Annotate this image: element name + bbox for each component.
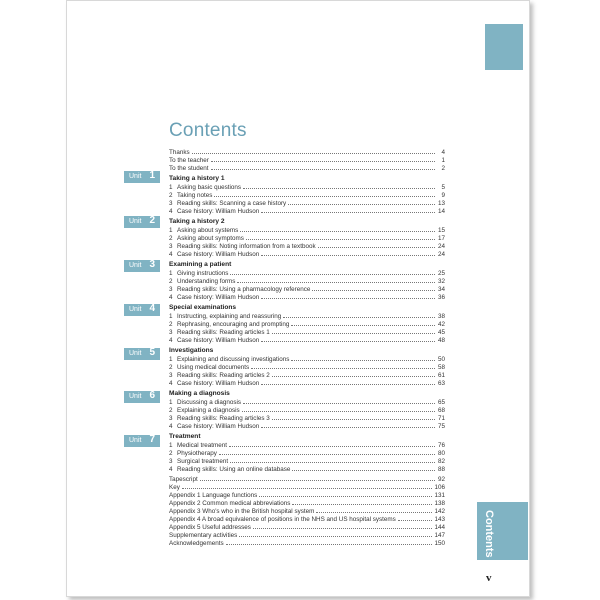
dot-leader: [261, 207, 435, 213]
entry-title: Medical treatment: [177, 442, 228, 449]
entry-title: Reading skills: Reading articles 2: [177, 372, 270, 379]
entry-number: 1: [169, 227, 173, 234]
unit-number: 1: [149, 170, 155, 181]
entry-page: 4: [441, 149, 445, 156]
toc-entry: [169, 406, 445, 414]
entry-page: 24: [437, 243, 445, 250]
entry-number: 4: [169, 208, 173, 215]
unit-heading: Treatment: [169, 433, 201, 440]
unit-heading: Investigations: [169, 347, 214, 354]
entry-page: 34: [437, 286, 445, 293]
entry-title: Appendix 2 Common medical abbreviations: [169, 500, 291, 507]
entry-page: 80: [437, 450, 445, 457]
entry-page: 88: [437, 466, 445, 473]
entry-number: 2: [169, 407, 173, 414]
toc-entry: [169, 355, 445, 363]
entry-title: Thanks: [169, 149, 190, 156]
unit-label: [124, 435, 160, 447]
entry-title: Asking basic questions: [177, 184, 242, 191]
entry-page: 131: [434, 492, 445, 499]
entry-title: Reading skills: Reading articles 3: [177, 415, 270, 422]
entry-page: 5: [441, 184, 445, 191]
entry-page: 92: [437, 476, 445, 483]
dot-leader: [226, 539, 433, 545]
entry-page: 32: [437, 278, 445, 285]
dot-leader: [261, 250, 435, 256]
entry-page: 106: [434, 484, 445, 491]
unit-heading: Taking a history 1: [169, 175, 225, 182]
entry-page: 150: [434, 540, 445, 547]
dot-leader: [211, 164, 435, 170]
entry-page: 36: [437, 294, 445, 301]
toc-entry: [169, 491, 445, 499]
unit-label: [124, 304, 160, 316]
entry-page: 75: [437, 423, 445, 430]
toc-entry: [169, 483, 445, 491]
unit-heading: Special examinations: [169, 304, 237, 311]
toc-entry: [169, 379, 445, 387]
toc-entry: [169, 515, 445, 523]
entry-title: Using medical documents: [177, 364, 250, 371]
unit-word: Unit: [129, 437, 142, 444]
entry-page: 13: [437, 200, 445, 207]
dot-leader: [253, 523, 433, 529]
toc-entry: [169, 164, 445, 172]
entry-page: 38: [437, 313, 445, 320]
entry-number: 2: [169, 235, 173, 242]
entry-title: Appendix 1 Language functions: [169, 492, 258, 499]
toc-entry: [169, 191, 445, 199]
toc-entry: [169, 226, 445, 234]
unit-word: Unit: [129, 306, 142, 313]
entry-page: 68: [437, 407, 445, 414]
toc-entry: [169, 277, 445, 285]
entry-title: Discussing a diagnosis: [177, 399, 242, 406]
front-matter: [169, 148, 445, 172]
toc-entry: [169, 475, 445, 483]
entry-title: Reading skills: Reading articles 1: [177, 329, 270, 336]
toc-entry: [169, 499, 445, 507]
side-tab: [477, 502, 528, 560]
entry-number: 1: [169, 399, 173, 406]
unit-label: [124, 260, 160, 272]
unit-label: [124, 216, 160, 228]
dot-leader: [272, 371, 435, 377]
entry-number: 1: [169, 442, 173, 449]
entry-title: Case history: William Hudson: [177, 423, 260, 430]
entry-title: Reading skills: Using a pharmacology reference: [177, 286, 311, 293]
entry-title: Case history: William Hudson: [177, 380, 260, 387]
entry-page: 9: [441, 192, 445, 199]
entry-page: 14: [437, 208, 445, 215]
toc-entry: [169, 449, 445, 457]
entry-number: 3: [169, 243, 173, 250]
dot-leader: [229, 441, 435, 447]
dot-leader: [182, 483, 433, 489]
entry-number: 4: [169, 380, 173, 387]
toc-entry: [169, 441, 445, 449]
entry-title: Key: [169, 484, 180, 491]
dot-leader: [239, 531, 432, 537]
entry-title: Giving instructions: [177, 270, 229, 277]
entry-title: Instructing, explaining and reassuring: [177, 313, 282, 320]
side-tab-label: Contents: [483, 510, 495, 558]
dot-leader: [259, 491, 432, 497]
entry-number: 3: [169, 415, 173, 422]
dot-leader: [318, 242, 435, 248]
dot-leader: [243, 398, 435, 404]
entry-title: Acknowledgements: [169, 540, 224, 547]
entry-number: 4: [169, 423, 173, 430]
entry-title: Explaining and discussing investigations: [177, 356, 290, 363]
dot-leader: [200, 475, 435, 481]
dot-leader: [288, 199, 435, 205]
entry-title: Case history: William Hudson: [177, 251, 260, 258]
toc-entry: [169, 320, 445, 328]
toc-entry: [169, 285, 445, 293]
entry-number: 2: [169, 192, 173, 199]
toc-entry: [169, 371, 445, 379]
entry-number: 4: [169, 337, 173, 344]
entry-title: Case history: William Hudson: [177, 294, 260, 301]
entry-page: 1: [441, 157, 445, 164]
toc-entry: [169, 422, 445, 430]
entry-title: Surgical treatment: [177, 458, 229, 465]
unit-label: [124, 391, 160, 403]
entry-title: Appendix 4 A broad equivalence of positions in the NHS and US hospital systems: [169, 516, 396, 523]
entry-page: 58: [437, 364, 445, 371]
unit-word: Unit: [129, 218, 142, 225]
unit-label: [124, 348, 160, 360]
entry-title: Reading skills: Using an online database: [177, 466, 291, 473]
unit-number: 4: [149, 303, 155, 314]
entry-page: 142: [434, 508, 445, 515]
entry-page: 82: [437, 458, 445, 465]
toc-entry: [169, 183, 445, 191]
entry-title: Asking about systems: [177, 227, 239, 234]
unit-heading: Making a diagnosis: [169, 390, 230, 397]
entry-number: 3: [169, 458, 173, 465]
dot-leader: [261, 379, 435, 385]
unit-number: 5: [149, 347, 155, 358]
entry-page: 45: [437, 329, 445, 336]
dot-leader: [240, 226, 435, 232]
toc-entry: [169, 148, 445, 156]
entry-number: 1: [169, 184, 173, 191]
entry-number: 3: [169, 372, 173, 379]
toc-entry: [169, 414, 445, 422]
dot-leader: [214, 191, 435, 197]
dot-leader: [192, 148, 435, 154]
corner-color-block: [485, 24, 523, 70]
unit-list: [169, 172, 445, 473]
toc-entry: [169, 234, 445, 242]
entry-page: 63: [437, 380, 445, 387]
entry-page: 61: [437, 372, 445, 379]
toc-entry: [169, 199, 445, 207]
dot-leader: [251, 363, 435, 369]
dot-leader: [261, 336, 435, 342]
toc-entry: [169, 242, 445, 250]
entry-title: Explaining a diagnosis: [177, 407, 240, 414]
entry-page: 144: [434, 524, 445, 531]
entry-number: 4: [169, 294, 173, 301]
unit-number: 7: [149, 434, 155, 445]
entry-page: 50: [437, 356, 445, 363]
dot-leader: [246, 234, 435, 240]
dot-leader: [272, 328, 435, 334]
toc-entry: [169, 539, 445, 547]
entry-title: Taking notes: [177, 192, 213, 199]
dot-leader: [219, 449, 435, 455]
entry-number: 2: [169, 450, 173, 457]
entry-number: 1: [169, 270, 173, 277]
dot-leader: [291, 355, 435, 361]
toc-entry: [169, 328, 445, 336]
dot-leader: [292, 499, 432, 505]
page-title: Contents: [169, 120, 247, 141]
toc-entry: [169, 293, 445, 301]
entry-title: Rephrasing, encouraging and prompting: [177, 321, 290, 328]
entry-title: To the student: [169, 165, 209, 172]
unit-word: Unit: [129, 173, 142, 180]
toc-entry: [169, 465, 445, 473]
unit-word: Unit: [129, 350, 142, 357]
entry-page: 71: [437, 415, 445, 422]
entry-title: Supplementary activities: [169, 532, 238, 539]
toc-entry: [169, 312, 445, 320]
unit-label: [124, 171, 160, 183]
toc-entry: [169, 156, 445, 164]
entry-title: Case history: William Hudson: [177, 208, 260, 215]
entry-page: 25: [437, 270, 445, 277]
toc-entry: [169, 250, 445, 258]
entry-title: Asking about symptoms: [177, 235, 244, 242]
dot-leader: [237, 277, 435, 283]
dot-leader: [242, 406, 435, 412]
entry-page: 24: [437, 251, 445, 258]
entry-title: Understanding forms: [177, 278, 236, 285]
toc-entry: [169, 336, 445, 344]
entry-page: 48: [437, 337, 445, 344]
toc-entry: [169, 207, 445, 215]
unit-heading: Taking a history 2: [169, 218, 225, 225]
dot-leader: [230, 457, 435, 463]
toc-entry: [169, 457, 445, 465]
entry-page: 2: [441, 165, 445, 172]
entry-page: 65: [437, 399, 445, 406]
unit-word: Unit: [129, 393, 142, 400]
entry-page: 143: [434, 516, 445, 523]
entry-title: Appendix 5 Useful addresses: [169, 524, 251, 531]
entry-page: 147: [434, 532, 445, 539]
entry-number: 2: [169, 278, 173, 285]
dot-leader: [398, 515, 433, 521]
entry-title: Case history: William Hudson: [177, 337, 260, 344]
entry-number: 4: [169, 251, 173, 258]
unit-heading: Examining a patient: [169, 261, 232, 268]
entry-page: 138: [434, 500, 445, 507]
toc-entry: [169, 269, 445, 277]
dot-leader: [316, 507, 432, 513]
toc-entry: [169, 523, 445, 531]
unit-number: 3: [149, 259, 155, 270]
unit-number: 2: [149, 215, 155, 226]
page-number: v: [486, 572, 492, 584]
toc-entry: [169, 398, 445, 406]
dot-leader: [211, 156, 435, 162]
entry-title: Tapescript: [169, 476, 198, 483]
entry-page: 15: [437, 227, 445, 234]
unit-number: 6: [149, 390, 155, 401]
entry-page: 42: [437, 321, 445, 328]
entry-title: Physiotherapy: [177, 450, 217, 457]
dot-leader: [312, 285, 435, 291]
dot-leader: [261, 293, 435, 299]
entry-number: 3: [169, 286, 173, 293]
entry-number: 2: [169, 321, 173, 328]
entry-title: To the teacher: [169, 157, 209, 164]
dot-leader: [230, 269, 435, 275]
dot-leader: [243, 183, 435, 189]
entry-number: 3: [169, 329, 173, 336]
entry-title: Reading skills: Scanning a case history: [177, 200, 287, 207]
back-matter: [169, 473, 445, 547]
entry-number: 4: [169, 466, 173, 473]
toc-entry: [169, 507, 445, 515]
entry-number: 1: [169, 356, 173, 363]
table-of-contents: [169, 148, 445, 547]
entry-page: 17: [437, 235, 445, 242]
dot-leader: [291, 320, 435, 326]
entry-title: Reading skills: Noting information from a textbook: [177, 243, 316, 250]
toc-entry: [169, 363, 445, 371]
dot-leader: [261, 422, 435, 428]
entry-title: Appendix 3 Who's who in the British hospital system: [169, 508, 315, 515]
entry-number: 1: [169, 313, 173, 320]
entry-number: 3: [169, 200, 173, 207]
entry-number: 2: [169, 364, 173, 371]
dot-leader: [292, 465, 435, 471]
unit-word: Unit: [129, 262, 142, 269]
entry-page: 76: [437, 442, 445, 449]
dot-leader: [283, 312, 435, 318]
dot-leader: [272, 414, 435, 420]
toc-entry: [169, 531, 445, 539]
